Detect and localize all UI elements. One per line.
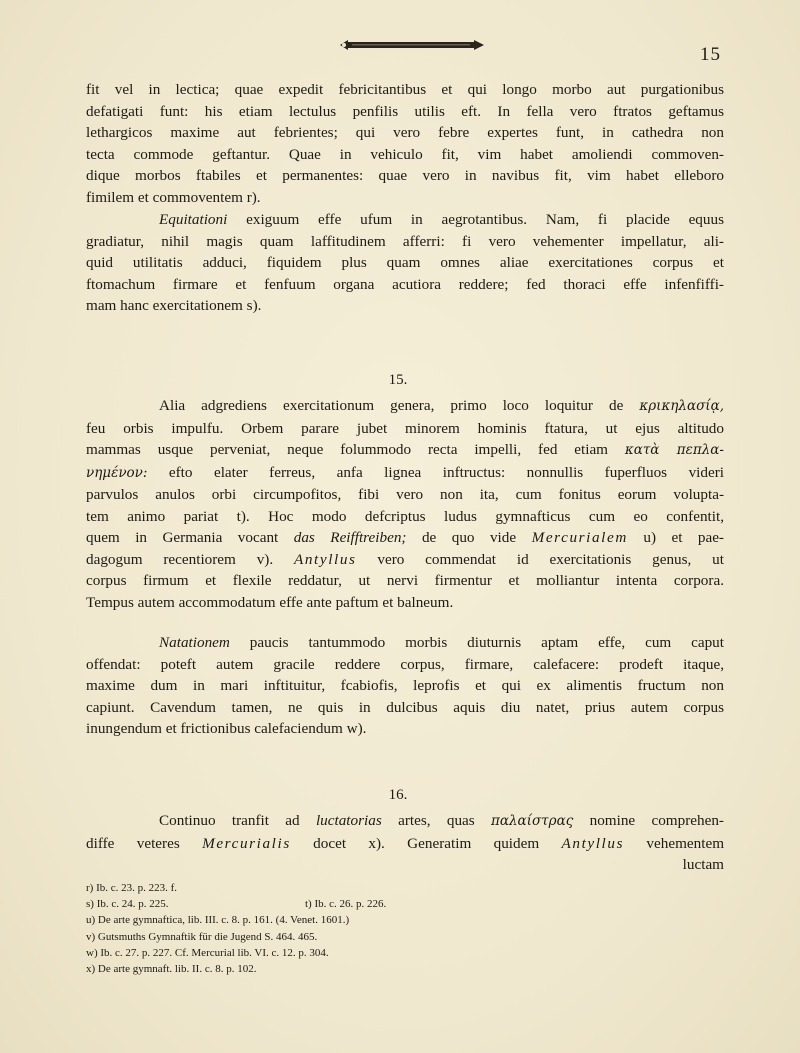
- text-line: [86, 549, 724, 571]
- text-line: tem animo pariat t). Hoc modo defcriptus ludus gymnafticus cum eo confentit,: [86, 507, 724, 525]
- paragraph-trochus: [86, 395, 724, 613]
- text-run: artes, quas: [381, 812, 492, 829]
- text-line: fit vel in lectica; quae expedit febricitantibus et qui longo morbo aut purgationibus: [86, 81, 724, 98]
- text-run: vero commendat id exercitationis genus, ut: [356, 550, 724, 568]
- italic-term: Natationem: [159, 634, 230, 651]
- text-line: [86, 527, 724, 549]
- text-line: [86, 632, 724, 654]
- footnote-t: t) Ib. c. 26. p. 226.: [305, 898, 387, 911]
- text-run: mammas usque perveniat, neque folummodo recta impelli, fed etiam: [86, 441, 625, 458]
- footnote-r: r) Ib. c. 23. p. 223. f.: [86, 882, 178, 894]
- footnote-w: w) Ib. c. 27. p. 227. Cf. Mercurial lib. VI. c. 12. p. 304.: [86, 946, 329, 959]
- greek-term: παλαίστρας: [491, 813, 574, 829]
- text-line-rest: exiguum effe ufum in aegrotantibus. Nam, fi placide equus: [246, 211, 725, 228]
- text-line: defatigati funt: his etiam lectulus penfilis utilis eft. In fella vero ftratos geftamus: [86, 102, 724, 120]
- text-run: vehementem: [624, 834, 725, 852]
- footnote-s: s) Ib. c. 24. p. 225.: [86, 898, 169, 911]
- text-line: corpus firmum et flexile reddatur, ut nervi firmentur et molliantur intenta corpora.: [86, 572, 724, 589]
- text-run: quem in Germania vocant: [86, 529, 294, 546]
- paragraph-gestatio: [86, 79, 724, 208]
- text-line: inungendum et frictionibus calefaciendum w).: [86, 720, 367, 737]
- spaced-name: Mercurialis: [202, 834, 291, 852]
- text-run: Alia adgrediens exercitationum genera, primo loco loquitur de: [159, 397, 640, 414]
- footnote-s-t: [86, 896, 536, 912]
- text-line: tecta commode geftantur. Quae in vehiculo fit, vim habet amoliendi commoven-: [86, 145, 724, 163]
- italic-term: luctatorias: [315, 812, 382, 829]
- text-run: de quo vide: [406, 529, 532, 546]
- greek-term: νημένον:: [86, 464, 148, 481]
- text-line: [86, 833, 724, 855]
- text-line: [86, 462, 724, 485]
- text-run: u) et pae-: [627, 529, 724, 546]
- spaced-name: Antyllus: [561, 834, 625, 852]
- text-line: offendat: poteft autem gracile reddere corpus, firmare, calefacere: prodeft itaque,: [86, 655, 724, 673]
- text-line: maxime dum in mari inftituitur, fcabiofis, leprofis et qui ex alimentis fructum non: [86, 677, 724, 694]
- text-line: Tempus autem accommodatum effe ante paftum et balneum.: [86, 593, 454, 611]
- text-run: nomine comprehen-: [573, 812, 724, 829]
- text-line: fimilem et commoventem r).: [86, 188, 261, 206]
- text-line: capiunt. Cavendum tamen, ne quis in dulcibus aquis diu natet, prius autem corpus: [86, 698, 724, 716]
- italic-term: Equitationi: [159, 211, 228, 228]
- text-line: gradiatur, nihil magis quam laffitudinem afferri: fi vero vehementer impellatur, ali-: [86, 232, 724, 250]
- text-run: docet x). Generatim quidem: [290, 834, 562, 852]
- text-run: efto elater ferreus, anfa lignea inftructus: nonnullis fuperfluos videri: [147, 463, 724, 481]
- text-run: Continuo tranfit ad: [159, 812, 316, 829]
- paragraph-equitatio: [86, 209, 724, 317]
- text-run: paucis tantummodo morbis diuturnis aptam effe, cum caput: [229, 634, 724, 651]
- text-line: dique morbos ftabiles et permanentes: quae vero in navibus fit, vim habet elleboro: [86, 167, 724, 184]
- text-line: ftomachum firmare et fenfuum organa acutiora reddere; fed thoraci effe infenfiffi-: [86, 275, 724, 293]
- spaced-name: Mercurialem: [531, 529, 628, 546]
- text-line: parvulos anulos orbi circumpofitos, fibi vero non ita, cum fonitus eorum volupta-: [86, 486, 724, 503]
- footnotes: [86, 880, 536, 977]
- section-heading: 16.: [388, 787, 408, 803]
- footnote-u: u) De arte gymnaftica, lib. III. c. 8. p. 161. (4. Venet. 1601.): [86, 914, 350, 927]
- text-run: dagogum recentiorem v).: [86, 550, 294, 568]
- paragraph-luctatio: [86, 810, 724, 876]
- spaced-name: Antyllus: [293, 550, 357, 568]
- italic-term: das Reifftreiben;: [293, 529, 407, 546]
- text-line: [86, 395, 724, 418]
- catchword: luctam: [682, 856, 724, 873]
- page-number: 15: [700, 44, 721, 65]
- text-line: lethargicos maxime aut febrientes; qui vero febre expertes funt, in cathedra non: [86, 124, 724, 141]
- text-line: [86, 439, 724, 462]
- paragraph-natatio: [86, 632, 724, 740]
- footnote-v: v) Gutsmuths Gymnaftik für die Jugend S. 464. 465.: [86, 930, 318, 943]
- header-ornament: [338, 38, 488, 52]
- section-heading: 15.: [388, 372, 408, 388]
- text-line: [86, 810, 724, 833]
- text-line: [86, 209, 724, 231]
- text-line: feu orbis impulfu. Orbem parare jubet minorem hominis ftatura, ut ejus altitudo: [86, 419, 724, 437]
- footnote-x: x) De arte gymnaft. lib. II. c. 8. p. 102.: [86, 963, 257, 976]
- greek-term: κατὰ πεπλα-: [624, 442, 724, 458]
- text-line: quid utilitatis adduci, fiquidem plus quam omnes aliae exercitationes corpus et: [86, 254, 724, 271]
- text-line: mam hanc exercitationem s).: [86, 297, 262, 314]
- greek-term: κρικηλασίᾳ,: [639, 398, 724, 414]
- text-run: diffe veteres: [86, 834, 203, 852]
